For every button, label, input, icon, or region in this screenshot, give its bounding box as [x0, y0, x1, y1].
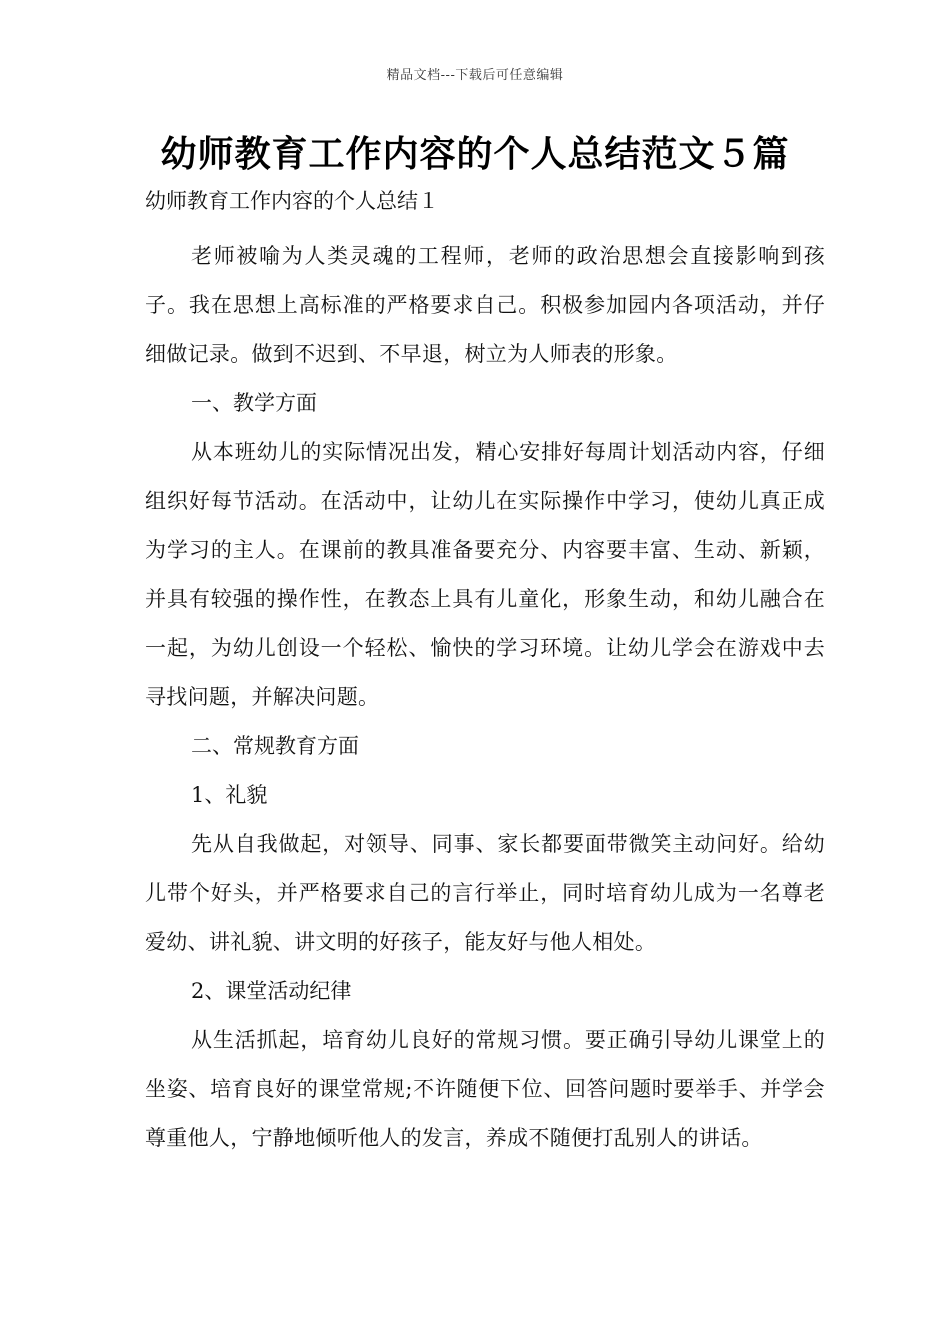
heading-teaching: 一、教学方面: [191, 391, 317, 415]
section-subtitle: 幼师教育工作内容的个人总结１: [145, 189, 439, 213]
document-body: [145, 182, 825, 1163]
header-note: 精品文档---下载后可任意编辑: [386, 68, 564, 83]
heading-politeness: 1、礼貌: [191, 783, 268, 807]
paragraph-intro: 老师被喻为人类灵魂的工程师，老师的政治思想会直接影响到孩子。我在思想上高标准的严格要求自己。积极参加园内各项活动，并仔细做记录。做到不迟到、不早退，树立为人师表的形象。: [145, 244, 825, 366]
heading-routine-education: 二、常规教育方面: [191, 734, 359, 758]
paragraph-classroom-discipline: 从生活抓起，培育幼儿良好的常规习惯。要正确引导幼儿课堂上的坐姿、培育良好的课堂常规;不许随便下位、回答问题时要举手、并学会尊重他人，宁静地倾听他人的发言，养成不随便打乱别人的讲话。: [145, 1028, 825, 1150]
paragraph-politeness: 先从自我做起，对领导、同事、家长都要面带微笑主动问好。给幼儿带个好头，并严格要求自己的言行举止，同时培育幼儿成为一名尊老爱幼、讲礼貌、讲文明的好孩子，能友好与他人相处。: [145, 832, 825, 954]
heading-classroom-discipline: 2、课堂活动纪律: [191, 979, 352, 1003]
document-title: 幼师教育工作内容的个人总结范文５篇: [160, 134, 790, 175]
paragraph-teaching: 从本班幼儿的实际情况出发，精心安排好每周计划活动内容，仔细组织好每节活动。在活动中，让幼儿在实际操作中学习，使幼儿真正成为学习的主人。在课前的教具准备要充分、内容要丰富、生动、新颖，并具有较强的操作性，在教态上具有儿童化，形象生动，和幼儿融合在一起，为幼儿创设一个轻松、愉快的学习环境。让幼儿学会在游戏中去寻找问题，并解决问题。: [145, 440, 825, 709]
